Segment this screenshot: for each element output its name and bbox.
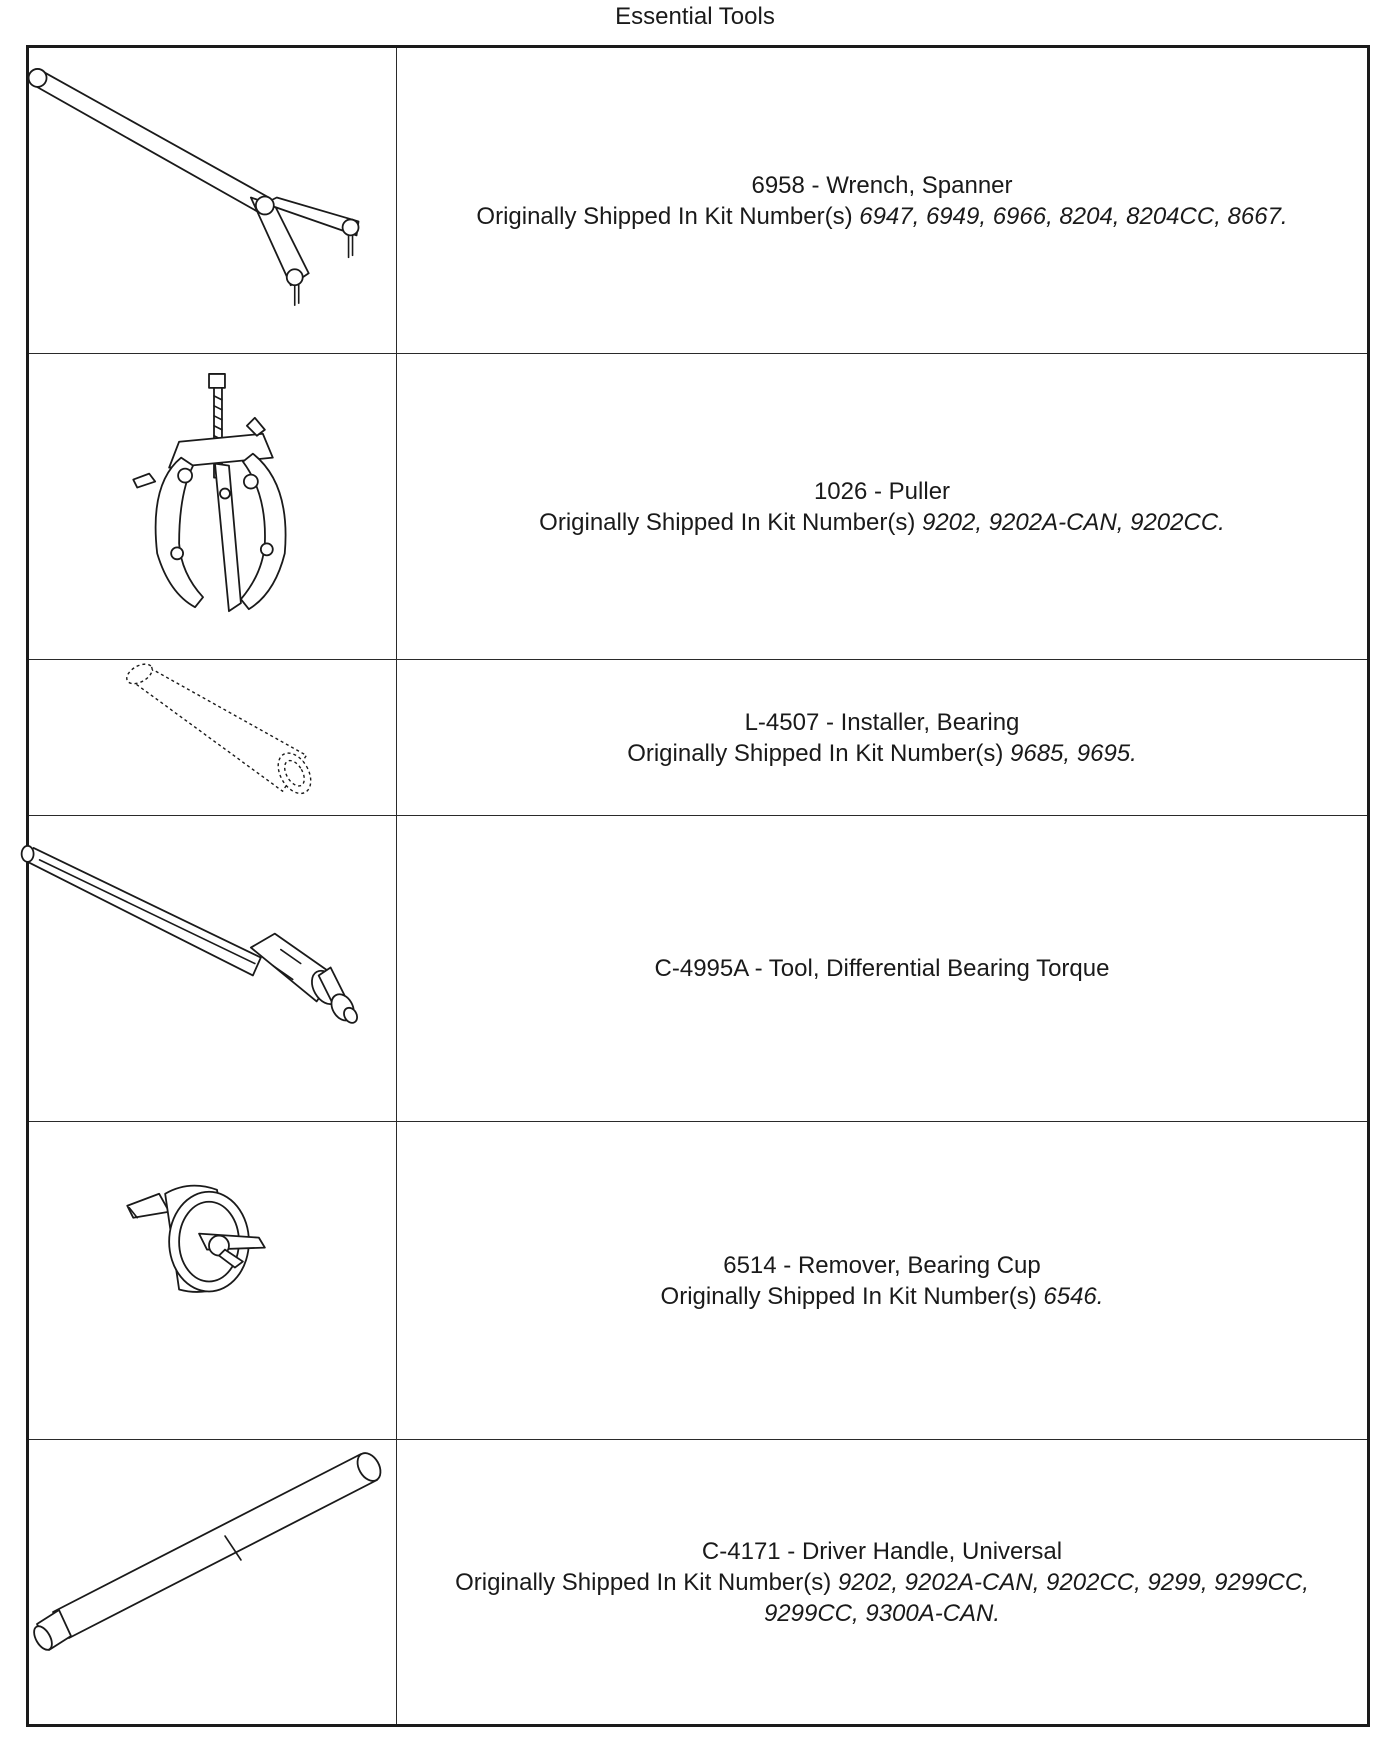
tool-description bbox=[397, 1440, 1367, 1724]
kits-list: 6546. bbox=[1043, 1282, 1104, 1310]
table-row bbox=[29, 660, 1367, 816]
tool-kits-line bbox=[455, 1567, 1309, 1598]
tool-image-cell bbox=[29, 660, 397, 815]
kits-prefix: Originally Shipped In Kit Number(s) bbox=[476, 202, 860, 230]
kits-prefix: Originally Shipped In Kit Number(s) bbox=[627, 739, 1011, 767]
tool-kits-line bbox=[661, 1281, 1104, 1312]
tool-title: L-4507 - Installer, Bearing bbox=[744, 708, 1020, 736]
puller-icon bbox=[29, 354, 397, 659]
bearing-cup-remover-icon bbox=[29, 1122, 397, 1439]
tool-description bbox=[397, 1122, 1367, 1439]
tool-title: C-4995A - Tool, Differential Bearing Torque bbox=[654, 955, 1110, 982]
tool-kits-line bbox=[539, 507, 1225, 538]
page-title: Essential Tools bbox=[615, 3, 775, 30]
tool-title: 6958 - Wrench, Spanner bbox=[751, 171, 1013, 199]
spanner-wrench-icon bbox=[29, 48, 397, 353]
tool-title: C-4171 - Driver Handle, Universal bbox=[701, 1537, 1063, 1565]
tool-image-cell bbox=[29, 1122, 397, 1439]
kits-list-continued: 9299CC, 9300A-CAN. bbox=[763, 1599, 1001, 1627]
torque-tool-icon bbox=[29, 816, 397, 1121]
tool-image-cell bbox=[29, 1440, 397, 1724]
tool-kits-line bbox=[627, 738, 1137, 769]
tool-description bbox=[397, 354, 1367, 659]
tool-title: 1026 - Puller bbox=[813, 477, 951, 505]
tool-description bbox=[397, 660, 1367, 815]
table-row bbox=[29, 816, 1367, 1122]
tool-image-cell bbox=[29, 816, 397, 1121]
tools-table bbox=[26, 45, 1370, 1727]
kits-prefix: Originally Shipped In Kit Number(s) bbox=[660, 1282, 1044, 1310]
kits-list: 9685, 9695. bbox=[1010, 739, 1137, 767]
kits-prefix: Originally Shipped In Kit Number(s) bbox=[539, 508, 922, 536]
kits-prefix: Originally Shipped In Kit Number(s) bbox=[455, 1568, 838, 1596]
tool-description bbox=[397, 48, 1367, 353]
driver-handle-icon bbox=[29, 1440, 397, 1724]
table-row bbox=[29, 1440, 1367, 1724]
tool-description bbox=[397, 816, 1367, 1121]
tool-kits-line bbox=[476, 201, 1287, 232]
bearing-installer-icon bbox=[29, 660, 397, 815]
kits-list: 9202, 9202A-CAN, 9202CC. bbox=[921, 508, 1225, 536]
tool-image-cell bbox=[29, 48, 397, 353]
table-row bbox=[29, 1122, 1367, 1440]
kits-list: 6947, 6949, 6966, 8204, 8204CC, 8667. bbox=[859, 202, 1288, 230]
tool-title: 6514 - Remover, Bearing Cup bbox=[723, 1251, 1041, 1279]
tool-image-cell bbox=[29, 354, 397, 659]
table-row bbox=[29, 354, 1367, 660]
table-row bbox=[29, 48, 1367, 354]
kits-list: 9202, 9202A-CAN, 9202CC, 9299, 9299CC, bbox=[837, 1568, 1309, 1596]
